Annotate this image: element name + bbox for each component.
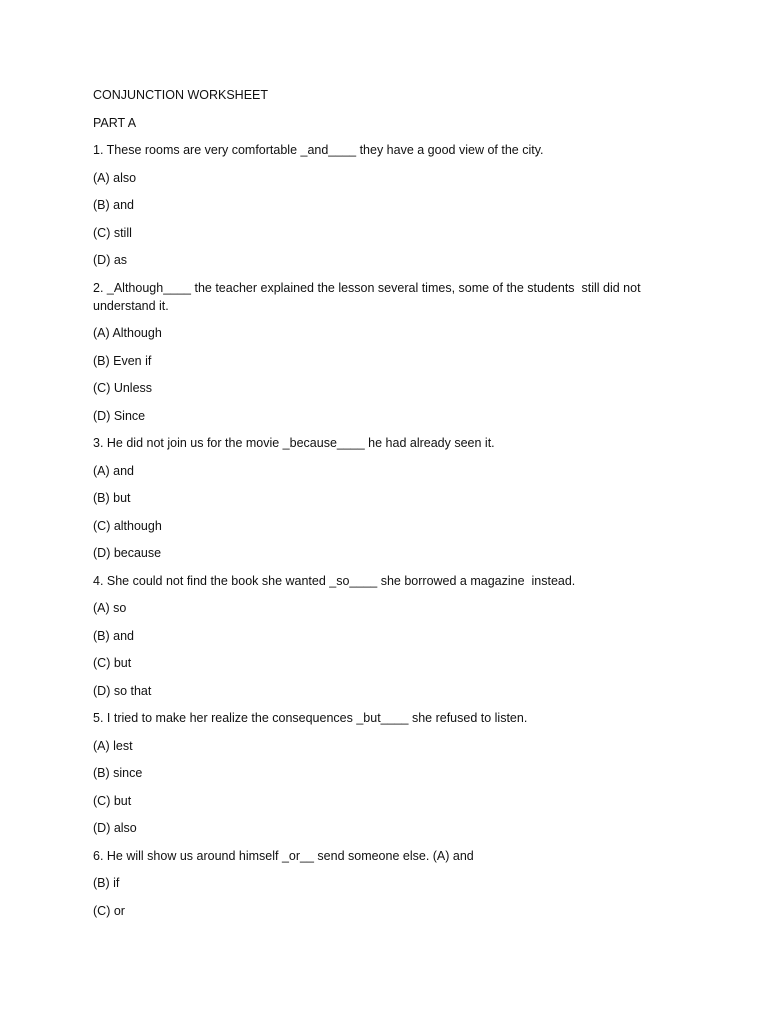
question-4-option-a: (A) so <box>93 601 127 615</box>
question-2-option-b: (B) Even if <box>93 353 152 368</box>
question-3-option-a: (A) and <box>93 463 134 478</box>
question-3-option-c: (C) although <box>93 518 162 533</box>
worksheet-content <box>93 86 683 929</box>
question-5-option-b: (B) since <box>93 766 143 780</box>
question-5-option-a: (A) lest <box>93 738 133 753</box>
question-1-text: 1. These rooms are very comfortable _and____ they have a good view of the city. <box>93 143 544 157</box>
question-4-text: 4. She could not find the book she wanted _so____ she borrowed a magazine instead. <box>93 573 576 588</box>
question-1-option-b: (B) and <box>93 198 134 212</box>
question-1-option-d: (D) as <box>93 253 128 267</box>
question-2-option-a: (A) Although <box>93 326 162 340</box>
question-2-option-d: (D) Since <box>93 408 146 423</box>
question-2-option-c: (C) Unless <box>93 381 153 395</box>
question-3-option-b: (B) but <box>93 491 131 505</box>
question-5-option-d: (D) also <box>93 821 137 835</box>
question-4-option-b: (B) and <box>93 628 134 643</box>
question-6-text: 6. He will show us around himself _or__ send someone else. (A) and <box>93 848 474 863</box>
question-1-option-c: (C) still <box>93 225 132 240</box>
question-5-text: 5. I tried to make her realize the consequences _but____ she refused to listen. <box>93 711 528 725</box>
question-4-option-d: (D) so that <box>93 683 152 698</box>
question-2-text: 2. _Although____ the teacher explained the lesson several times, some of the students still did not understand it. <box>93 280 645 313</box>
question-6-option-b: (B) if <box>93 876 120 890</box>
question-6-option-c: (C) or <box>93 903 125 918</box>
question-5-option-c: (C) but <box>93 793 132 808</box>
question-3-text: 3. He did not join us for the movie _because____ he had already seen it. <box>93 436 495 450</box>
question-4-option-c: (C) but <box>93 656 132 670</box>
question-1-option-a: (A) also <box>93 170 137 185</box>
worksheet-title: CONJUNCTION WORKSHEET <box>93 88 268 102</box>
part-heading: PART A <box>93 115 137 130</box>
question-3-option-d: (D) because <box>93 546 162 560</box>
